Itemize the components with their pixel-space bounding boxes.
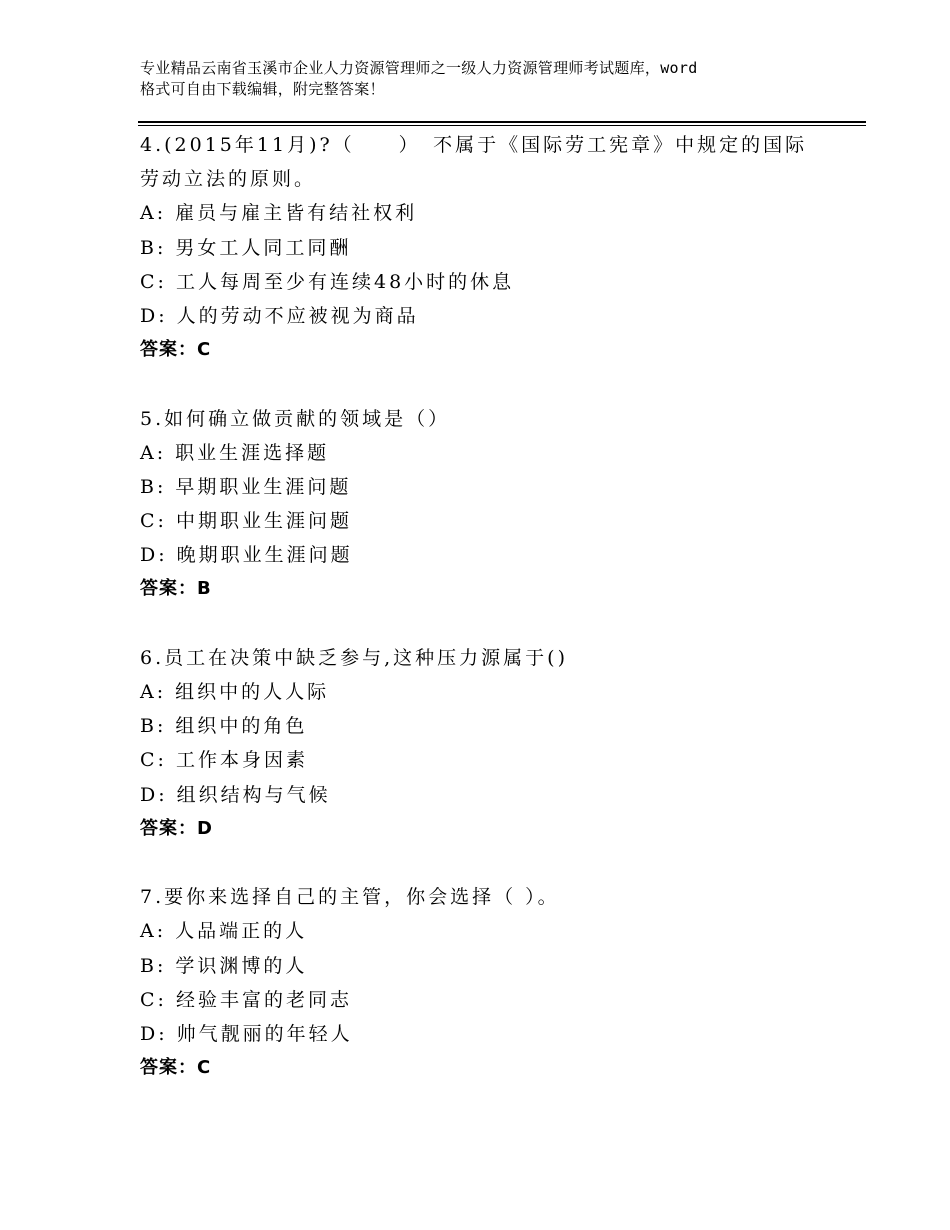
answer-label: 答案：B bbox=[140, 578, 212, 600]
option-c: C: 中期职业生涯问题 bbox=[140, 510, 352, 533]
option-c: C: 工人每周至少有连续48小时的休息 bbox=[140, 270, 515, 293]
question-7 bbox=[140, 880, 840, 1085]
option-c: C: 经验丰富的老同志 bbox=[140, 988, 352, 1011]
option-d: D: 帅气靓丽的年轻人 bbox=[140, 1022, 353, 1045]
header-line-2: 格式可自由下载编辑，附完整答案！ bbox=[140, 80, 385, 98]
option-a: A: 组织中的人人际 bbox=[140, 681, 330, 703]
answer-label: 答案：C bbox=[140, 1057, 212, 1079]
option-a: A: 职业生涯选择题 bbox=[140, 441, 330, 464]
option-b: B: 组织中的角色 bbox=[140, 715, 308, 738]
question-list bbox=[140, 128, 840, 1085]
answer-label: 答案：D bbox=[140, 817, 213, 839]
question-stem: 劳动立法的原则。 bbox=[140, 168, 317, 191]
option-d: D: 晚期职业生涯问题 bbox=[140, 544, 353, 567]
document-header bbox=[140, 58, 830, 100]
spacer bbox=[140, 607, 840, 641]
header-rule-thin bbox=[138, 125, 866, 126]
option-b: B: 学识渊博的人 bbox=[140, 954, 308, 977]
question-5 bbox=[140, 402, 840, 607]
question-stem: 5.如何确立做贡献的领域是（） bbox=[140, 407, 451, 430]
question-6 bbox=[140, 641, 840, 846]
spacer bbox=[140, 367, 840, 401]
answer-label: 答案：C bbox=[140, 339, 212, 361]
option-c: C: 工作本身因素 bbox=[140, 749, 308, 772]
question-stem: 4.(2015年11月)?（ ） 不属于《国际劳工宪章》中规定的国际 bbox=[140, 134, 808, 156]
header-rule-thick bbox=[138, 121, 866, 123]
option-d: D: 组织结构与气候 bbox=[140, 783, 331, 806]
option-b: B: 早期职业生涯问题 bbox=[140, 475, 352, 498]
question-stem: 7.要你来选择自己的主管，你会选择（ ）。 bbox=[140, 886, 560, 909]
spacer bbox=[140, 846, 840, 880]
question-4 bbox=[140, 128, 840, 367]
question-stem: 6.员工在决策中缺乏参与,这种压力源属于() bbox=[140, 646, 568, 669]
option-d: D: 人的劳动不应被视为商品 bbox=[140, 304, 419, 327]
option-b: B: 男女工人同工同酬 bbox=[140, 236, 352, 259]
option-a: A: 雇员与雇主皆有结社权利 bbox=[140, 202, 418, 225]
header-line-1: 专业精品云南省玉溪市企业人力资源管理师之一级人力资源管理师考试题库，word bbox=[140, 59, 698, 77]
option-a: A: 人品端正的人 bbox=[140, 920, 308, 943]
